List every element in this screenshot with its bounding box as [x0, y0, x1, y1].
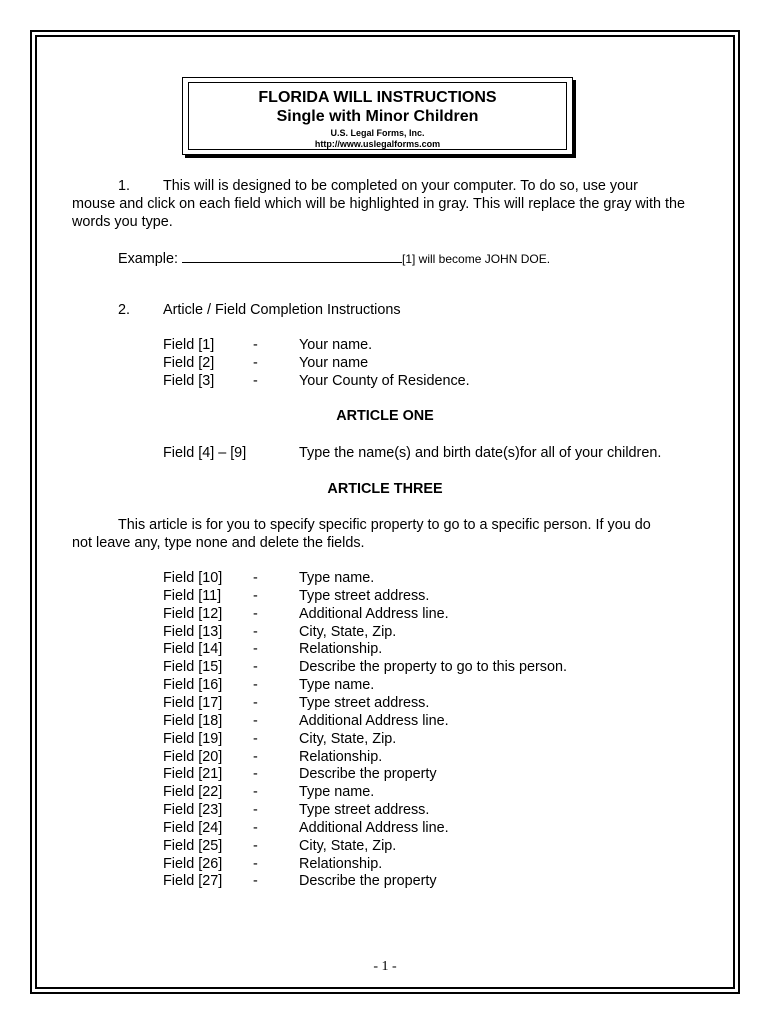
field-label: Field [25]	[163, 837, 223, 854]
field-label: Field [24]	[163, 819, 223, 836]
field-label: Field [23]	[163, 802, 223, 819]
field-dash: -	[253, 587, 258, 604]
field-row	[0, 605, 770, 623]
field-dash: -	[253, 712, 258, 729]
field-row	[0, 640, 770, 658]
page-number: - 1 -	[373, 959, 397, 974]
field-description: City, State, Zip.	[299, 837, 397, 854]
field-dash: -	[253, 570, 258, 586]
article-three-heading: ARTICLE THREE	[327, 481, 443, 497]
field-label: Field [10]	[163, 570, 223, 586]
field-dash: -	[253, 730, 258, 747]
field-row	[0, 676, 770, 694]
document-title: FLORIDA WILL INSTRUCTIONS	[258, 89, 497, 106]
field-dash: -	[253, 819, 258, 836]
field-dash: -	[253, 355, 258, 371]
section1-rest: mouse and click on each field which will be highlighted in gray. This will replace the gray with the words you type.	[72, 196, 685, 230]
field-label: Field [12]	[163, 605, 223, 622]
field-row	[0, 872, 770, 890]
field-row	[0, 765, 770, 783]
field-dash: -	[253, 694, 258, 711]
field-description: Your County of Residence.	[299, 373, 470, 389]
field-row	[0, 372, 770, 390]
example-label: Example:	[118, 251, 178, 267]
field-row	[0, 712, 770, 730]
field-row	[0, 569, 770, 587]
field-description: Additional Address line.	[299, 605, 449, 622]
field-description: Your name.	[299, 337, 373, 353]
field-row	[0, 658, 770, 676]
field-row	[0, 587, 770, 605]
field-label: Field [27]	[163, 873, 223, 890]
field-range-label: Field [4] – [9]	[163, 445, 247, 461]
section2-heading: Article / Field Completion Instructions	[163, 302, 401, 318]
article-three-line2: not leave any, type none and delete the fields.	[72, 535, 365, 551]
field-label: Field [3]	[163, 373, 215, 389]
field-dash: -	[253, 659, 258, 676]
field-dash: -	[253, 784, 258, 801]
document-subtitle: Single with Minor Children	[276, 108, 479, 125]
title-box	[182, 77, 573, 155]
section1-number: 1.	[118, 178, 131, 194]
field-description: Describe the property to go to this person.	[299, 659, 567, 676]
field-description: Describe the property	[299, 766, 437, 783]
field-label: Field [18]	[163, 712, 223, 729]
title-box-inner	[188, 82, 567, 150]
field-dash: -	[253, 873, 258, 890]
field-label: Field [20]	[163, 748, 223, 765]
field-row	[0, 748, 770, 766]
field-label: Field [15]	[163, 659, 223, 676]
section1-line1: This will is designed to be completed on your computer. To do so, use your	[163, 178, 638, 194]
example-suffix: [1] will become JOHN DOE.	[402, 252, 551, 266]
field-description: Additional Address line.	[299, 712, 449, 729]
field-label: Field [26]	[163, 855, 223, 872]
field-label: Field [19]	[163, 730, 223, 747]
field-description: Type name.	[299, 784, 375, 801]
field-description: Your name	[299, 355, 369, 371]
field-description: Relationship.	[299, 855, 383, 872]
field-label: Field [11]	[163, 587, 222, 604]
field-description: Type street address.	[299, 802, 430, 819]
article-three-line1: This article is for you to specify specific property to go to a specific person. If you do	[118, 517, 651, 533]
field-row	[0, 623, 770, 641]
field-dash: -	[253, 337, 258, 353]
field-description: Type street address.	[299, 587, 430, 604]
field-label: Field [1]	[163, 337, 215, 353]
field-dash: -	[253, 641, 258, 658]
field-dash: -	[253, 677, 258, 694]
example-line	[118, 249, 550, 268]
field-row	[0, 855, 770, 873]
company-name: U.S. Legal Forms, Inc.	[330, 128, 425, 138]
company-url: http://www.uslegalforms.com	[314, 139, 441, 149]
field-description: Type name.	[299, 570, 375, 586]
field-description: City, State, Zip.	[299, 623, 397, 640]
field-dash: -	[253, 855, 258, 872]
field-row	[0, 837, 770, 855]
field-row	[0, 819, 770, 837]
field-description: Type name.	[299, 677, 375, 694]
field-row	[0, 336, 770, 354]
field-description: Type street address.	[299, 694, 430, 711]
example-blank	[182, 249, 402, 263]
field-label: Field [16]	[163, 677, 223, 694]
field-row	[0, 694, 770, 712]
field-description: City, State, Zip.	[299, 730, 397, 747]
field-row	[0, 354, 770, 372]
field-label: Field [22]	[163, 784, 223, 801]
field-dash: -	[253, 373, 258, 389]
field-description: Describe the property	[299, 873, 437, 890]
field-row	[0, 801, 770, 819]
field-description: Additional Address line.	[299, 819, 449, 836]
field-label: Field [2]	[163, 355, 215, 371]
field-label: Field [13]	[163, 623, 223, 640]
field-row	[0, 783, 770, 801]
field-range-desc: Type the name(s) and birth date(s)for all of your children.	[299, 445, 662, 461]
field-dash: -	[253, 623, 258, 640]
field-dash: -	[253, 802, 258, 819]
field-label: Field [17]	[163, 694, 223, 711]
section2-number: 2.	[118, 302, 131, 318]
article-one-heading: ARTICLE ONE	[336, 408, 434, 424]
field-row	[0, 730, 770, 748]
field-description: Relationship.	[299, 641, 383, 658]
field-dash: -	[253, 837, 258, 854]
field-description: Relationship.	[299, 748, 383, 765]
field-label: Field [21]	[163, 766, 223, 783]
field-dash: -	[253, 748, 258, 765]
field-label: Field [14]	[163, 641, 223, 658]
field-dash: -	[253, 605, 258, 622]
field-dash: -	[253, 766, 258, 783]
